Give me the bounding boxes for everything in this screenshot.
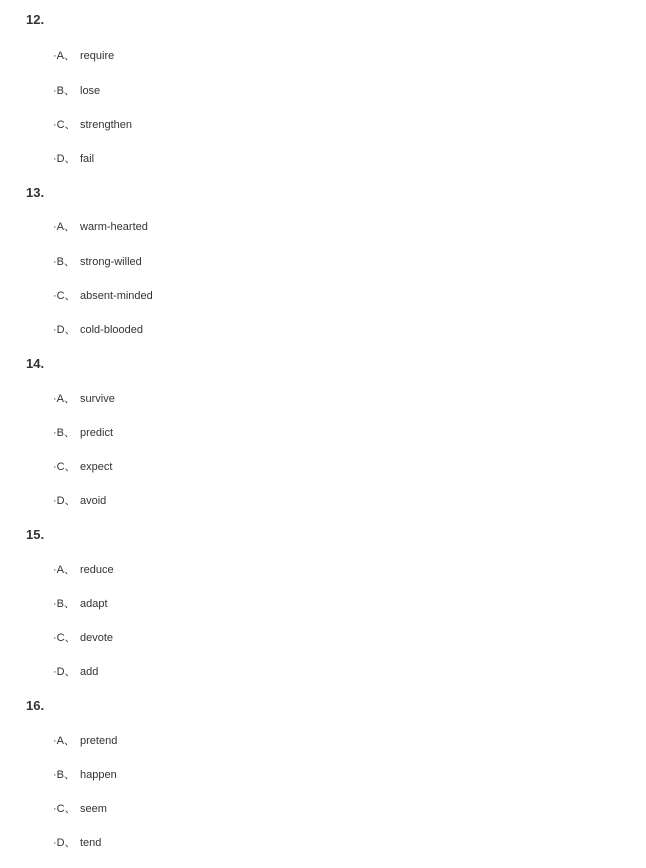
option-letter: ·C、	[53, 803, 76, 815]
option-text: pretend	[80, 735, 118, 747]
option-text: strong-willed	[80, 256, 142, 268]
option-b[interactable]	[53, 768, 117, 782]
option-text: avoid	[80, 495, 107, 507]
option-letter: ·D、	[53, 666, 76, 678]
option-text: absent-minded	[80, 290, 153, 302]
option-text: require	[80, 50, 115, 62]
option-letter: ·B、	[53, 256, 75, 268]
option-text: seem	[80, 803, 107, 815]
option-text: adapt	[80, 598, 108, 610]
option-b[interactable]	[53, 426, 113, 440]
option-text: cold-blooded	[80, 324, 143, 336]
option-letter: ·A、	[53, 564, 75, 576]
option-a[interactable]	[53, 392, 115, 406]
option-letter: ·D、	[53, 324, 76, 336]
option-text: fail	[80, 153, 95, 165]
option-b[interactable]	[53, 255, 142, 269]
option-text: survive	[80, 393, 115, 405]
question-number: 12.	[26, 12, 45, 27]
option-text: predict	[80, 427, 114, 439]
option-text: reduce	[80, 564, 114, 576]
option-b[interactable]	[53, 597, 108, 611]
option-letter: ·A、	[53, 393, 75, 405]
question-number: 16.	[26, 698, 45, 713]
option-a[interactable]	[53, 49, 114, 63]
option-letter: ·C、	[53, 461, 76, 473]
option-letter: ·A、	[53, 735, 75, 747]
option-text: devote	[80, 632, 114, 644]
option-letter: ·D、	[53, 153, 76, 165]
option-text: tend	[80, 837, 102, 849]
option-letter: ·B、	[53, 427, 75, 439]
option-letter: ·B、	[53, 598, 75, 610]
option-d[interactable]	[53, 836, 101, 850]
option-c[interactable]	[53, 631, 113, 645]
option-c[interactable]	[53, 460, 112, 474]
option-letter: ·C、	[53, 632, 76, 644]
option-letter: ·C、	[53, 119, 76, 131]
option-text: happen	[80, 769, 117, 781]
option-text: lose	[80, 85, 101, 97]
option-letter: ·D、	[53, 837, 76, 849]
option-c[interactable]	[53, 118, 132, 132]
option-d[interactable]	[53, 665, 98, 679]
option-letter: ·A、	[53, 221, 75, 233]
option-d[interactable]	[53, 323, 143, 337]
option-c[interactable]	[53, 289, 153, 303]
option-d[interactable]	[53, 152, 94, 166]
question-number: 13.	[26, 185, 45, 200]
option-text: expect	[80, 461, 113, 473]
option-a[interactable]	[53, 563, 114, 577]
question-number: 14.	[26, 356, 45, 371]
option-letter: ·B、	[53, 85, 75, 97]
option-letter: ·D、	[53, 495, 76, 507]
option-d[interactable]	[53, 494, 106, 508]
option-c[interactable]	[53, 802, 107, 816]
option-a[interactable]	[53, 220, 148, 234]
option-letter: ·A、	[53, 50, 75, 62]
option-letter: ·C、	[53, 290, 76, 302]
option-b[interactable]	[53, 84, 100, 98]
option-text: warm-hearted	[80, 221, 148, 233]
option-letter: ·B、	[53, 769, 75, 781]
option-text: strengthen	[80, 119, 132, 131]
option-text: add	[80, 666, 99, 678]
question-number: 15.	[26, 527, 45, 542]
option-a[interactable]	[53, 734, 117, 748]
